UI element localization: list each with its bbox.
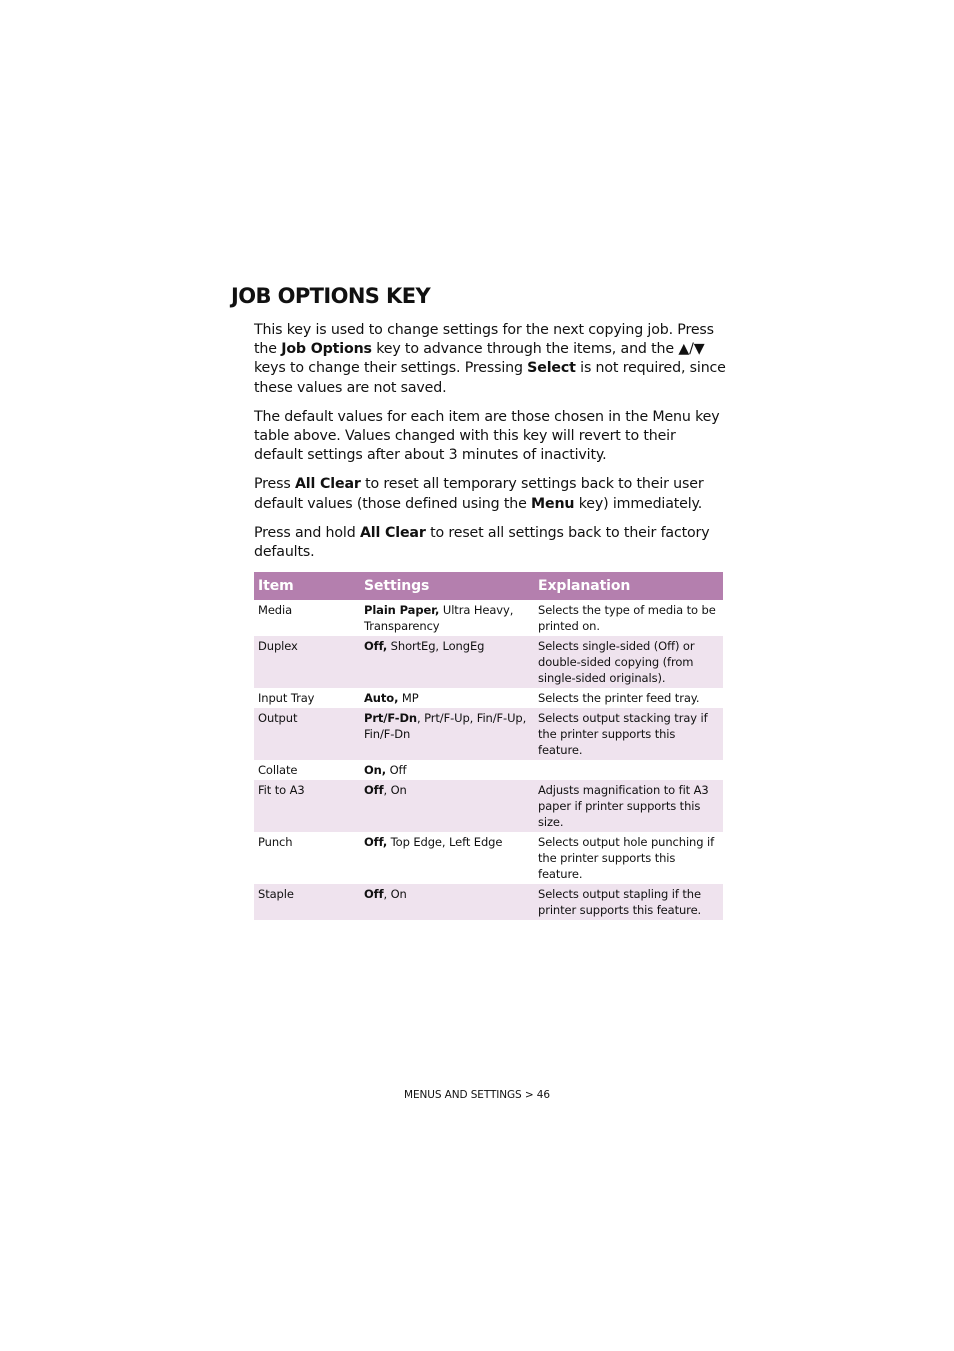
cell-settings: Auto, MP: [364, 691, 419, 705]
cell-settings: Prt/F-Dn, Prt/F-Up, Fin/F-Up, Fin/F-Dn: [360, 708, 534, 760]
table-row: [254, 832, 723, 884]
column-header-explanation: Explanation: [534, 572, 723, 600]
cell-settings: Off, On: [360, 884, 534, 920]
table-header-row: [254, 572, 723, 600]
cell-item: Fit to A3: [254, 780, 360, 832]
cell-explanation: [534, 760, 723, 780]
table-row: [254, 708, 723, 760]
cell-item: Output: [254, 708, 360, 760]
cell-explanation: Selects output hole punching if the printer supports this feature.: [538, 835, 715, 881]
cell-item: Staple: [254, 884, 360, 920]
cell-explanation: Adjusts magnification to fit A3 paper if printer supports this size.: [534, 780, 723, 832]
body-text: [254, 321, 726, 572]
cell-explanation: Selects single-sided (Off) or double-sided copying (from single-sided originals).: [534, 636, 723, 688]
cell-item: Media: [258, 603, 293, 617]
cell-settings: Off, ShortEg, LongEg: [360, 636, 534, 688]
paragraph-default-values: The default values for each item are those chosen in the Menu key table above. Values changed with this key will revert to their default settings after about 3 minutes of inactivity.: [254, 408, 720, 464]
cell-settings: Off, On: [360, 780, 534, 832]
cell-explanation: Selects the type of media to be printed on.: [538, 603, 716, 633]
paragraph-factory-reset: Press and hold All Clear to reset all settings back to their factory defaults.: [254, 524, 710, 561]
table-row: [254, 780, 723, 832]
cell-explanation: Selects output stacking tray if the printer supports this feature.: [534, 708, 723, 760]
cell-settings: Plain Paper, Ultra Heavy, Transparency: [364, 603, 514, 633]
paragraph-job-options-intro: This key is used to change settings for the next copying job. Press the Job Options key to advance through the items, and the ▲/▼ keys to change their settings. Pressing Select is not required, since these values are not saved.: [254, 322, 726, 396]
cell-explanation: Selects output stapling if the printer supports this feature.: [534, 884, 723, 920]
table-row: [254, 884, 723, 920]
paragraph-all-clear: Press All Clear to reset all temporary settings back to their user default values (those defined using the Menu key) immediately.: [254, 476, 704, 512]
page-footer: MENUS AND SETTINGS > 46: [404, 1089, 550, 1101]
cell-item: Duplex: [254, 636, 360, 688]
table-row: [254, 760, 723, 780]
table-body: [254, 600, 723, 920]
column-header-item: Item: [254, 572, 360, 600]
table-row: [254, 688, 723, 708]
column-header-settings: Settings: [360, 572, 534, 600]
table-row: [254, 636, 723, 688]
cell-settings: Off, Top Edge, Left Edge: [364, 835, 503, 849]
page-heading: JOB OPTIONS KEY: [231, 284, 431, 308]
cell-item: Collate: [258, 763, 298, 777]
cell-item: Input Tray: [258, 691, 315, 705]
cell-item: Punch: [258, 835, 293, 849]
job-options-table: [254, 572, 723, 920]
table-row: [254, 600, 723, 636]
cell-settings: On, Off: [364, 763, 407, 777]
cell-explanation: Selects the printer feed tray.: [538, 691, 700, 705]
